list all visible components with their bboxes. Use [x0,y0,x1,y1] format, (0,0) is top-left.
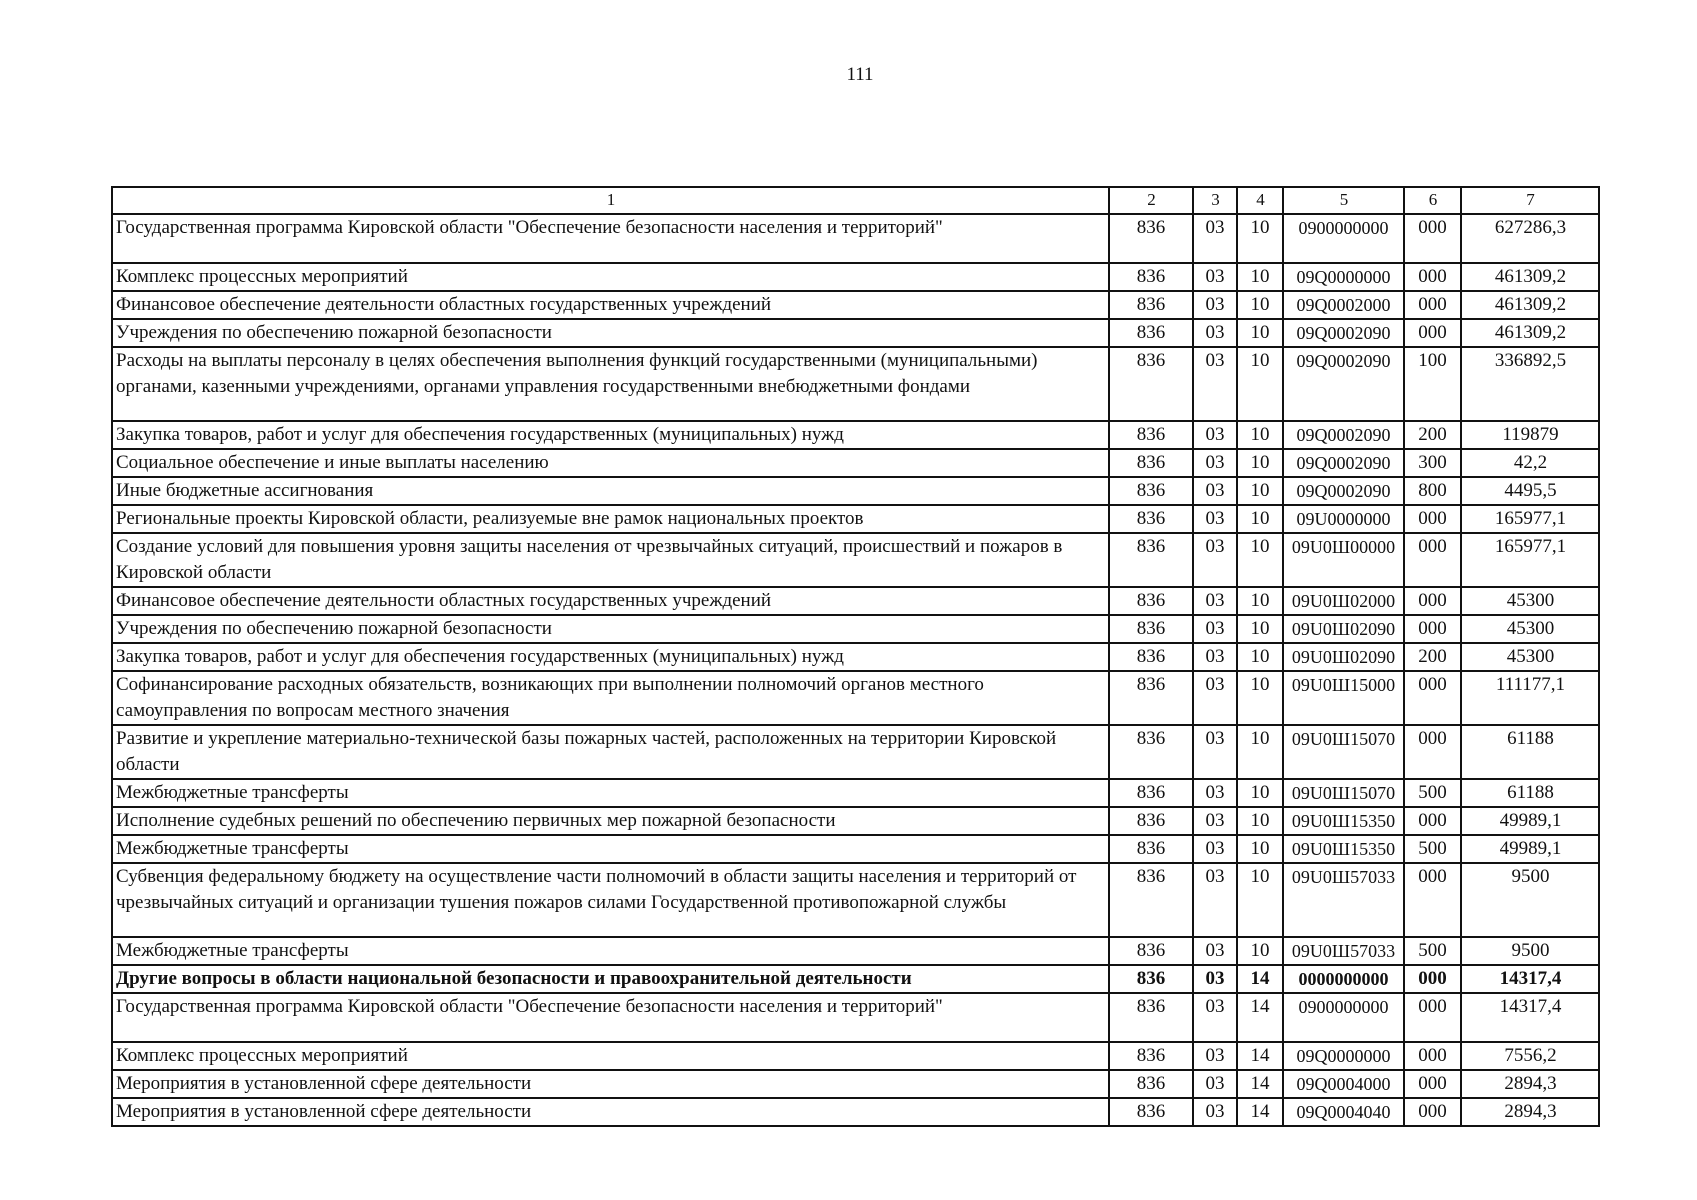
row-name-cell: Создание условий для повышения уровня защиты населения от чрезвычайных ситуаций, происшествий и пожаров в Кировской области [112,533,1109,587]
header-col-1: 1 [112,187,1109,214]
row-target-article-cell: 09U0Ш15350 [1283,807,1404,835]
row-name-cell: Финансовое обеспечение деятельности областных государственных учреждений [112,291,1109,319]
row-expense-type-cell: 000 [1404,1098,1461,1126]
row-name-cell: Софинансирование расходных обязательств, возникающих при выполнении полномочий органов местного самоуправления по вопросам местного значения [112,671,1109,725]
row-amount-cell: 461309,2 [1461,263,1599,291]
row-target-article-cell: 09Q0002090 [1283,347,1404,421]
row-name-cell: Мероприятия в установленной сфере деятельности [112,1070,1109,1098]
table-row [112,533,1599,587]
row-ministry-code-cell: 836 [1109,347,1193,421]
row-target-article-cell: 09U0Ш57033 [1283,863,1404,937]
row-name-cell: Государственная программа Кировской области "Обеспечение безопасности населения и территорий" [112,993,1109,1042]
row-expense-type-cell: 000 [1404,725,1461,779]
row-target-article-cell: 09Q0002090 [1283,421,1404,449]
row-expense-type-cell: 000 [1404,587,1461,615]
row-expense-type-cell: 000 [1404,319,1461,347]
row-ministry-code-cell: 836 [1109,214,1193,263]
row-expense-type-cell: 200 [1404,643,1461,671]
budget-table [111,186,1600,1127]
page-number: 111 [846,64,874,85]
row-ministry-code-cell: 836 [1109,291,1193,319]
row-amount-cell: 9500 [1461,863,1599,937]
row-ministry-code-cell: 836 [1109,319,1193,347]
table-row [112,319,1599,347]
table-row [112,291,1599,319]
row-target-article-cell: 0000000000 [1283,965,1404,993]
row-name-cell: Комплекс процессных мероприятий [112,263,1109,291]
row-section-cell: 03 [1193,587,1237,615]
table-row [112,937,1599,965]
row-ministry-code-cell: 836 [1109,1098,1193,1126]
header-col-2: 2 [1109,187,1193,214]
row-section-cell: 03 [1193,449,1237,477]
row-amount-cell: 7556,2 [1461,1042,1599,1070]
table-row [112,477,1599,505]
row-amount-cell: 461309,2 [1461,291,1599,319]
row-amount-cell: 14317,4 [1461,965,1599,993]
header-col-4: 4 [1237,187,1283,214]
row-expense-type-cell: 500 [1404,937,1461,965]
table-row [112,1042,1599,1070]
header-col-7: 7 [1461,187,1599,214]
row-expense-type-cell: 000 [1404,863,1461,937]
table-row [112,725,1599,779]
row-name-cell: Исполнение судебных решений по обеспечению первичных мер пожарной безопасности [112,807,1109,835]
row-amount-cell: 45300 [1461,643,1599,671]
row-amount-cell: 627286,3 [1461,214,1599,263]
row-ministry-code-cell: 836 [1109,807,1193,835]
table-header-row [112,187,1599,214]
row-ministry-code-cell: 836 [1109,835,1193,863]
table-row [112,807,1599,835]
row-ministry-code-cell: 836 [1109,477,1193,505]
row-expense-type-cell: 800 [1404,477,1461,505]
row-amount-cell: 461309,2 [1461,319,1599,347]
row-section-cell: 03 [1193,291,1237,319]
row-section-cell: 03 [1193,835,1237,863]
row-subsection-cell: 10 [1237,863,1283,937]
row-subsection-cell: 10 [1237,421,1283,449]
row-amount-cell: 45300 [1461,615,1599,643]
row-subsection-cell: 10 [1237,477,1283,505]
row-section-cell: 03 [1193,779,1237,807]
row-target-article-cell: 09U0Ш15070 [1283,779,1404,807]
row-amount-cell: 9500 [1461,937,1599,965]
row-expense-type-cell: 000 [1404,615,1461,643]
row-target-article-cell: 09U0Ш15350 [1283,835,1404,863]
row-name-cell: Межбюджетные трансферты [112,779,1109,807]
table-row [112,263,1599,291]
row-subsection-cell: 14 [1237,1098,1283,1126]
row-section-cell: 03 [1193,993,1237,1042]
row-name-cell: Иные бюджетные ассигнования [112,477,1109,505]
row-subsection-cell: 10 [1237,505,1283,533]
row-section-cell: 03 [1193,505,1237,533]
row-subsection-cell: 10 [1237,671,1283,725]
row-amount-cell: 165977,1 [1461,533,1599,587]
table-row [112,214,1599,263]
row-name-cell: Закупка товаров, работ и услуг для обеспечения государственных (муниципальных) нужд [112,421,1109,449]
row-section-cell: 03 [1193,347,1237,421]
table-row [112,421,1599,449]
row-subsection-cell: 14 [1237,965,1283,993]
row-subsection-cell: 10 [1237,214,1283,263]
row-target-article-cell: 09U0Ш15070 [1283,725,1404,779]
row-name-cell: Мероприятия в установленной сфере деятельности [112,1098,1109,1126]
table-row [112,863,1599,937]
row-ministry-code-cell: 836 [1109,671,1193,725]
table-row [112,615,1599,643]
table-row [112,965,1599,993]
row-ministry-code-cell: 836 [1109,263,1193,291]
row-subsection-cell: 10 [1237,779,1283,807]
row-expense-type-cell: 000 [1404,263,1461,291]
row-subsection-cell: 10 [1237,835,1283,863]
row-target-article-cell: 09Q0004040 [1283,1098,1404,1126]
row-subsection-cell: 14 [1237,1070,1283,1098]
row-amount-cell: 2894,3 [1461,1070,1599,1098]
table-row [112,1070,1599,1098]
row-expense-type-cell: 300 [1404,449,1461,477]
row-expense-type-cell: 100 [1404,347,1461,421]
row-section-cell: 03 [1193,421,1237,449]
row-ministry-code-cell: 836 [1109,1070,1193,1098]
row-ministry-code-cell: 836 [1109,643,1193,671]
header-col-6: 6 [1404,187,1461,214]
header-col-3: 3 [1193,187,1237,214]
row-target-article-cell: 09Q0004000 [1283,1070,1404,1098]
row-name-cell: Учреждения по обеспечению пожарной безопасности [112,615,1109,643]
row-name-cell: Региональные проекты Кировской области, реализуемые вне рамок национальных проектов [112,505,1109,533]
table-body [112,214,1599,1126]
row-expense-type-cell: 000 [1404,993,1461,1042]
row-subsection-cell: 10 [1237,291,1283,319]
header-col-5: 5 [1283,187,1404,214]
row-expense-type-cell: 000 [1404,965,1461,993]
row-section-cell: 03 [1193,615,1237,643]
row-subsection-cell: 10 [1237,937,1283,965]
row-amount-cell: 4495,5 [1461,477,1599,505]
row-amount-cell: 61188 [1461,725,1599,779]
row-target-article-cell: 09Q0002000 [1283,291,1404,319]
row-amount-cell: 2894,3 [1461,1098,1599,1126]
row-name-cell: Другие вопросы в области национальной безопасности и правоохранительной деятельности [112,965,1109,993]
row-subsection-cell: 10 [1237,263,1283,291]
row-subsection-cell: 10 [1237,725,1283,779]
row-target-article-cell: 09U0Ш02090 [1283,615,1404,643]
row-subsection-cell: 10 [1237,807,1283,835]
row-expense-type-cell: 000 [1404,214,1461,263]
table-row [112,779,1599,807]
row-amount-cell: 49989,1 [1461,835,1599,863]
row-subsection-cell: 10 [1237,347,1283,421]
row-amount-cell: 42,2 [1461,449,1599,477]
row-expense-type-cell: 000 [1404,807,1461,835]
row-target-article-cell: 09Q0000000 [1283,1042,1404,1070]
row-ministry-code-cell: 836 [1109,587,1193,615]
row-target-article-cell: 09U0Ш02000 [1283,587,1404,615]
row-section-cell: 03 [1193,1042,1237,1070]
row-ministry-code-cell: 836 [1109,725,1193,779]
row-expense-type-cell: 000 [1404,671,1461,725]
row-name-cell: Закупка товаров, работ и услуг для обеспечения государственных (муниципальных) нужд [112,643,1109,671]
row-section-cell: 03 [1193,1070,1237,1098]
row-ministry-code-cell: 836 [1109,1042,1193,1070]
row-expense-type-cell: 000 [1404,291,1461,319]
row-expense-type-cell: 500 [1404,835,1461,863]
row-subsection-cell: 10 [1237,319,1283,347]
row-section-cell: 03 [1193,533,1237,587]
row-ministry-code-cell: 836 [1109,863,1193,937]
row-amount-cell: 49989,1 [1461,807,1599,835]
row-section-cell: 03 [1193,965,1237,993]
row-expense-type-cell: 000 [1404,533,1461,587]
row-name-cell: Государственная программа Кировской области "Обеспечение безопасности населения и территорий" [112,214,1109,263]
row-name-cell: Расходы на выплаты персоналу в целях обеспечения выполнения функций государственными (муниципальными) органами, казенными учреждениями, органами управления государственными внебюджетными фондами [112,347,1109,421]
row-section-cell: 03 [1193,725,1237,779]
row-target-article-cell: 09U0000000 [1283,505,1404,533]
row-expense-type-cell: 200 [1404,421,1461,449]
row-name-cell: Межбюджетные трансферты [112,937,1109,965]
row-amount-cell: 111177,1 [1461,671,1599,725]
row-amount-cell: 14317,4 [1461,993,1599,1042]
row-subsection-cell: 10 [1237,449,1283,477]
row-section-cell: 03 [1193,937,1237,965]
row-expense-type-cell: 000 [1404,505,1461,533]
table-row [112,347,1599,421]
row-expense-type-cell: 000 [1404,1070,1461,1098]
row-subsection-cell: 14 [1237,1042,1283,1070]
row-section-cell: 03 [1193,319,1237,347]
table-row [112,587,1599,615]
row-subsection-cell: 14 [1237,993,1283,1042]
row-amount-cell: 61188 [1461,779,1599,807]
row-amount-cell: 336892,5 [1461,347,1599,421]
row-name-cell: Субвенция федеральному бюджету на осуществление части полномочий в области защиты населения и территорий от чрезвычайных ситуаций и организации тушения пожаров силами Государственной противопожарной службы [112,863,1109,937]
row-section-cell: 03 [1193,643,1237,671]
row-name-cell: Развитие и укрепление материально-технической базы пожарных частей, расположенных на территории Кировской области [112,725,1109,779]
row-section-cell: 03 [1193,263,1237,291]
row-name-cell: Комплекс процессных мероприятий [112,1042,1109,1070]
row-section-cell: 03 [1193,1098,1237,1126]
row-expense-type-cell: 000 [1404,1042,1461,1070]
table-row [112,1098,1599,1126]
row-ministry-code-cell: 836 [1109,533,1193,587]
row-name-cell: Учреждения по обеспечению пожарной безопасности [112,319,1109,347]
table-row [112,835,1599,863]
row-ministry-code-cell: 836 [1109,993,1193,1042]
row-target-article-cell: 0900000000 [1283,214,1404,263]
row-target-article-cell: 09U0Ш15000 [1283,671,1404,725]
row-ministry-code-cell: 836 [1109,965,1193,993]
row-section-cell: 03 [1193,807,1237,835]
row-name-cell: Финансовое обеспечение деятельности областных государственных учреждений [112,587,1109,615]
row-ministry-code-cell: 836 [1109,779,1193,807]
row-ministry-code-cell: 836 [1109,421,1193,449]
row-amount-cell: 165977,1 [1461,505,1599,533]
row-ministry-code-cell: 836 [1109,615,1193,643]
row-subsection-cell: 10 [1237,615,1283,643]
row-expense-type-cell: 500 [1404,779,1461,807]
row-target-article-cell: 09Q0002090 [1283,449,1404,477]
row-ministry-code-cell: 836 [1109,505,1193,533]
table-row [112,643,1599,671]
table-row [112,993,1599,1042]
row-ministry-code-cell: 836 [1109,937,1193,965]
row-ministry-code-cell: 836 [1109,449,1193,477]
row-target-article-cell: 09U0Ш02090 [1283,643,1404,671]
row-amount-cell: 45300 [1461,587,1599,615]
row-target-article-cell: 09U0Ш00000 [1283,533,1404,587]
row-section-cell: 03 [1193,863,1237,937]
table-row [112,449,1599,477]
table-row [112,671,1599,725]
row-subsection-cell: 10 [1237,533,1283,587]
row-target-article-cell: 09Q0002090 [1283,319,1404,347]
row-subsection-cell: 10 [1237,587,1283,615]
table-row [112,505,1599,533]
row-name-cell: Социальное обеспечение и иные выплаты населению [112,449,1109,477]
row-section-cell: 03 [1193,477,1237,505]
row-subsection-cell: 10 [1237,643,1283,671]
row-target-article-cell: 09Q0002090 [1283,477,1404,505]
row-target-article-cell: 09Q0000000 [1283,263,1404,291]
row-name-cell: Межбюджетные трансферты [112,835,1109,863]
row-section-cell: 03 [1193,214,1237,263]
row-target-article-cell: 0900000000 [1283,993,1404,1042]
row-target-article-cell: 09U0Ш57033 [1283,937,1404,965]
row-amount-cell: 119879 [1461,421,1599,449]
row-section-cell: 03 [1193,671,1237,725]
